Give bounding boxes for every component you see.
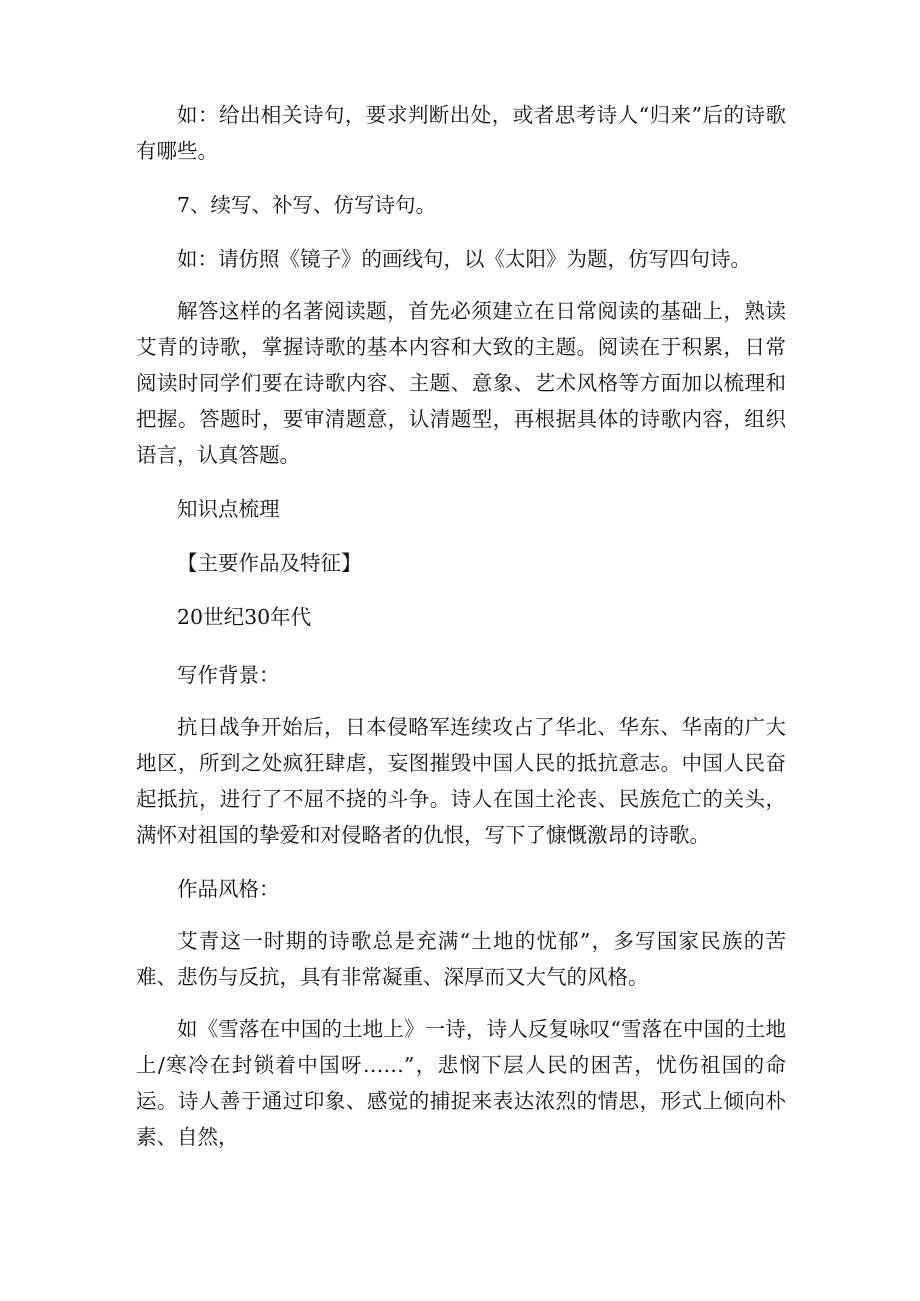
paragraph-background-text: 抗日战争开始后，日本侵略军连续攻占了华北、华东、华南的广大地区，所到之处疯狂肆虐，妄图摧毁中国人民的抵抗意志。中国人民奋起抵抗，进行了不屈不挠的斗争。诗人在国土沦丧、民族危亡的关头，满怀对祖国的挚爱和对侵略者的仇恨，写下了慷慨激昂的诗歌。 <box>136 715 786 847</box>
paragraph-background-label: 写作背景： <box>177 663 280 687</box>
paragraph-period: 20世纪30年代 <box>177 605 312 629</box>
paragraph-example-imitation: 如：请仿照《镜子》的画线句，以《太阳》为题，仿写四句诗。 <box>177 247 751 271</box>
paragraph-poem-example: 如《雪落在中国的土地上》一诗，诗人反复咏叹“雪落在中国的土地上/寒冷在封锁着中国呀……”，悲悯下层人民的困苦，忧伤祖国的命运。诗人善于通过印象、感觉的捕捉来表达浓烈的情思，形式上倾向朴素、自然， <box>136 1017 786 1149</box>
paragraph-style-text: 艾青这一时期的诗歌总是充满“土地的忧郁”，多写国家民族的苦难、悲伤与反抗，具有非常凝重、深厚而又大气的风格。 <box>136 929 786 989</box>
paragraph-answer-method: 解答这样的名著阅读题，首先必须建立在日常阅读的基础上，熟读艾青的诗歌，掌握诗歌的基本内容和大致的主题。阅读在于积累，日常阅读时同学们要在诗歌内容、主题、意象、艺术风格等方面加以梳理和把握。答题时，要审清题意，认清题型，再根据具体的诗歌内容，组织语言，认真答题。 <box>136 299 786 467</box>
paragraph-section-heading: 【主要作品及特征】 <box>177 551 362 575</box>
paragraph-item-7: 7、续写、补写、仿写诗句。 <box>177 193 437 217</box>
paragraph-knowledge-heading: 知识点梳理 <box>177 497 280 521</box>
document-body <box>136 97 786 1155</box>
paragraph-style-label: 作品风格： <box>177 877 280 901</box>
paragraph-example-source: 如：给出相关诗句，要求判断出处，或者思考诗人“归来”后的诗歌有哪些。 <box>136 103 786 163</box>
